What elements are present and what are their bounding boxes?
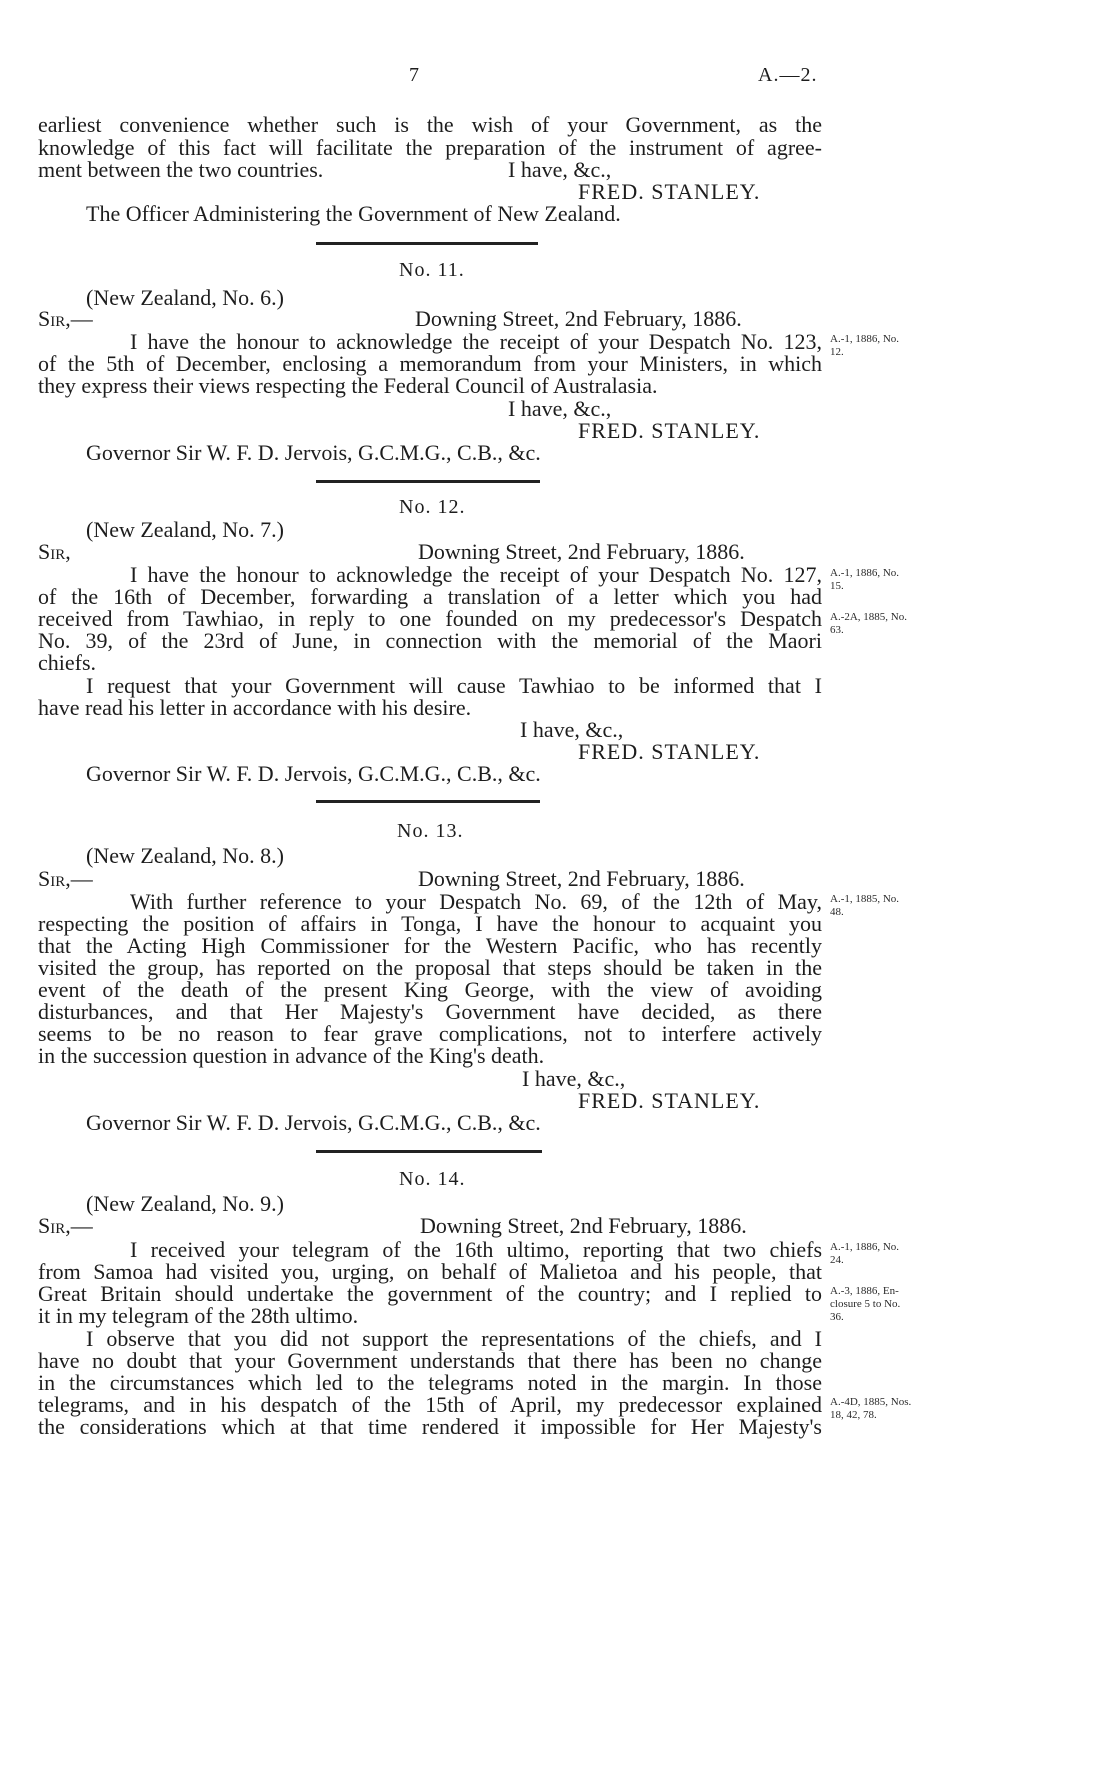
addressee: Governor Sir W. F. D. Jervois, G.C.M.G., C.B., &c. — [86, 761, 541, 786]
place-date: Downing Street, 2nd February, 1886. — [418, 539, 745, 564]
page-number: 7 — [409, 64, 420, 86]
body-line: I request that your Government will cause Tawhiao to be informed that I — [86, 673, 822, 698]
margin-note: A.-3, 1886, En- — [830, 1285, 899, 1297]
body-line: the considerations which at that time rendered it impossible for Her Majesty's — [38, 1414, 822, 1439]
body-line: have no doubt that your Government understands that there has been no change — [38, 1348, 822, 1373]
body-line: visited the group, has reported on the proposal that steps should be taken in the — [38, 955, 822, 980]
body-line: I received your telegram of the 16th ultimo, reporting that two chiefs — [130, 1237, 822, 1262]
body-line: I have the honour to acknowledge the receipt of your Despatch No. 127, — [130, 562, 822, 587]
body-line: it in my telegram of the 28th ultimo. — [38, 1303, 359, 1328]
signature: FRED. STANLEY. — [578, 1088, 761, 1113]
signature: FRED. STANLEY. — [578, 179, 761, 204]
letter-number: No. 13. — [397, 820, 464, 842]
body-line: of the 5th of December, enclosing a memorandum from your Ministers, in which — [38, 351, 822, 376]
letter-number: No. 11. — [399, 259, 465, 281]
margin-note: 15. — [830, 580, 844, 592]
body-line: Great Britain should undertake the government of the country; and I replied to — [38, 1281, 822, 1306]
body-line: have read his letter in accordance with his desire. — [38, 695, 472, 720]
body-line: of the 16th of December, forwarding a translation of a letter which you had — [38, 584, 822, 609]
signature: FRED. STANLEY. — [578, 418, 761, 443]
salutation: Sir, — [38, 539, 71, 564]
margin-note: A.-1, 1886, No. — [830, 333, 900, 345]
margin-note: A.-4D, 1885, Nos. — [830, 1396, 912, 1408]
body-line: respecting the position of affairs in Tonga, I have the honour to acquaint you — [38, 911, 822, 936]
margin-note: 12. — [830, 346, 844, 358]
body-line: ment between the two countries. — [38, 157, 324, 182]
body-line: knowledge of this fact will facilitate the preparation of the instrument of agree- — [38, 135, 822, 160]
letter-reference: (New Zealand, No. 6.) — [86, 285, 284, 310]
margin-note: closure 5 to No. — [830, 1298, 901, 1310]
body-line: disturbances, and that Her Majesty's Government have decided, as there — [38, 999, 822, 1024]
place-date: Downing Street, 2nd February, 1886. — [418, 866, 745, 891]
margin-note: 63. — [830, 624, 844, 636]
body-line: earliest convenience whether such is the wish of your Government, as the — [38, 112, 822, 137]
body-line: chiefs. — [38, 650, 97, 675]
section-divider — [316, 242, 538, 245]
salutation: Sir,— — [38, 306, 93, 331]
body-line: No. 39, of the 23rd of June, in connection with the memorial of the Maori — [38, 628, 822, 653]
letter-reference: (New Zealand, No. 9.) — [86, 1191, 284, 1216]
body-line: in the circumstances which led to the telegrams noted in the margin. In those — [38, 1370, 822, 1395]
body-line: telegrams, and in his despatch of the 15th of April, my predecessor explained — [38, 1392, 822, 1417]
letter-reference: (New Zealand, No. 8.) — [86, 843, 284, 868]
letter-reference: (New Zealand, No. 7.) — [86, 517, 284, 542]
document-reference: A.—2. — [758, 64, 818, 86]
margin-note: A.-1, 1885, No. — [830, 893, 900, 905]
salutation: Sir,— — [38, 866, 93, 891]
addressee: The Officer Administering the Government of New Zealand. — [86, 201, 621, 226]
margin-note: A.-2A, 1885, No. — [830, 611, 907, 623]
closing: I have, &c., — [508, 157, 612, 182]
place-date: Downing Street, 2nd February, 1886. — [415, 306, 742, 331]
letter-number: No. 12. — [399, 496, 466, 518]
place-date: Downing Street, 2nd February, 1886. — [420, 1213, 747, 1238]
signature: FRED. STANLEY. — [578, 739, 761, 764]
closing: I have, &c., — [520, 717, 624, 742]
closing: I have, &c., — [522, 1066, 626, 1091]
addressee: Governor Sir W. F. D. Jervois, G.C.M.G., C.B., &c. — [86, 1110, 541, 1135]
body-line: that the Acting High Commissioner for the Western Pacific, who has recently — [38, 933, 822, 958]
addressee: Governor Sir W. F. D. Jervois, G.C.M.G., C.B., &c. — [86, 440, 541, 465]
section-divider — [316, 800, 540, 803]
body-line: I observe that you did not support the representations of the chiefs, and I — [86, 1326, 822, 1351]
body-line: from Samoa had visited you, urging, on behalf of Malietoa and his people, that — [38, 1259, 822, 1284]
body-line: they express their views respecting the Federal Council of Australasia. — [38, 373, 658, 398]
body-line: in the succession question in advance of the King's death. — [38, 1043, 545, 1068]
margin-note: 18, 42, 78. — [830, 1409, 877, 1421]
body-line: received from Tawhiao, in reply to one founded on my predecessor's Despatch — [38, 606, 822, 631]
margin-note: 36. — [830, 1311, 844, 1323]
margin-note: A.-1, 1886, No. — [830, 567, 900, 579]
body-line: With further reference to your Despatch No. 69, of the 12th of May, — [130, 889, 822, 914]
closing: I have, &c., — [508, 396, 612, 421]
section-divider — [316, 1150, 542, 1153]
body-line: event of the death of the present King George, with the view of avoiding — [38, 977, 822, 1002]
section-divider — [316, 480, 540, 483]
margin-note: A.-1, 1886, No. — [830, 1241, 900, 1253]
letter-number: No. 14. — [399, 1168, 466, 1190]
body-line: I have the honour to acknowledge the receipt of your Despatch No. 123, — [130, 329, 822, 354]
body-line: seems to be no reason to fear grave complications, not to interfere actively — [38, 1021, 822, 1046]
salutation: Sir,— — [38, 1213, 93, 1238]
margin-note: 24. — [830, 1254, 844, 1266]
margin-note: 48. — [830, 906, 844, 918]
